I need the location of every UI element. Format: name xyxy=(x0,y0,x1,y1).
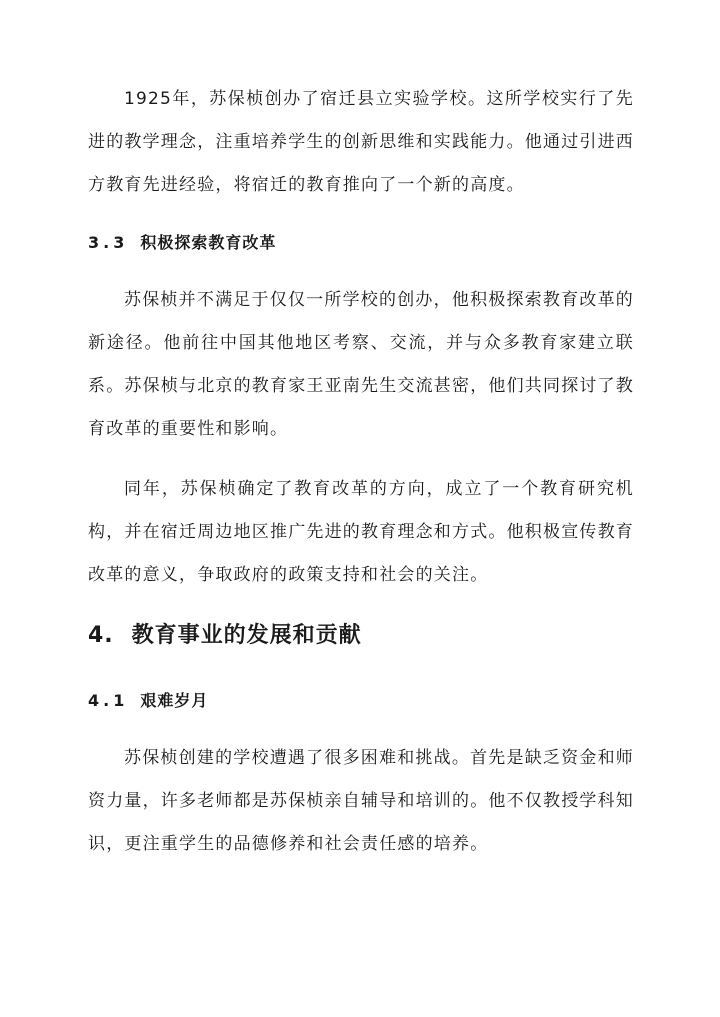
paragraph-founding-school: 1925年，苏保桢创办了宿迁县立实验学校。这所学校实行了先进的教学理念，注重培养学生的创新思维和实践能力。他通过引进西方教育先进经验，将宿迁的教育推向了一个新的高度。 xyxy=(88,89,634,195)
section-number: 3.3 xyxy=(88,233,129,252)
paragraph-hard-years: 苏保桢创建的学校遭遇了很多困难和挑战。首先是缺乏资金和师资力量，许多老师都是苏保桢亲自辅导和培训的。他不仅教授学科知识，更注重学生的品德修养和社会责任感的培养。 xyxy=(88,748,634,854)
section-number: 4. xyxy=(88,623,114,648)
section-heading-4 xyxy=(88,621,362,651)
section-title: 艰难岁月 xyxy=(140,691,209,710)
section-title: 积极探索教育改革 xyxy=(140,233,277,252)
section-heading-4-1 xyxy=(88,689,208,713)
paragraph-exploring-reform: 苏保桢并不满足于仅仅一所学校的创办，他积极探索教育改革的新途径。他前往中国其他地区考察、交流，并与众多教育家建立联系。苏保桢与北京的教育家王亚南先生交流甚密，他们共同探讨了教育改革的重要性和影响。 xyxy=(88,290,634,439)
section-title: 教育事业的发展和贡献 xyxy=(131,623,362,648)
section-heading-3-3 xyxy=(88,231,276,255)
section-number: 4.1 xyxy=(88,691,129,710)
paragraph-reform-direction: 同年，苏保桢确定了教育改革的方向，成立了一个教育研究机构，并在宿迁周边地区推广先进的教育理念和方式。他积极宣传教育改革的意义，争取政府的政策支持和社会的关注。 xyxy=(88,479,634,585)
